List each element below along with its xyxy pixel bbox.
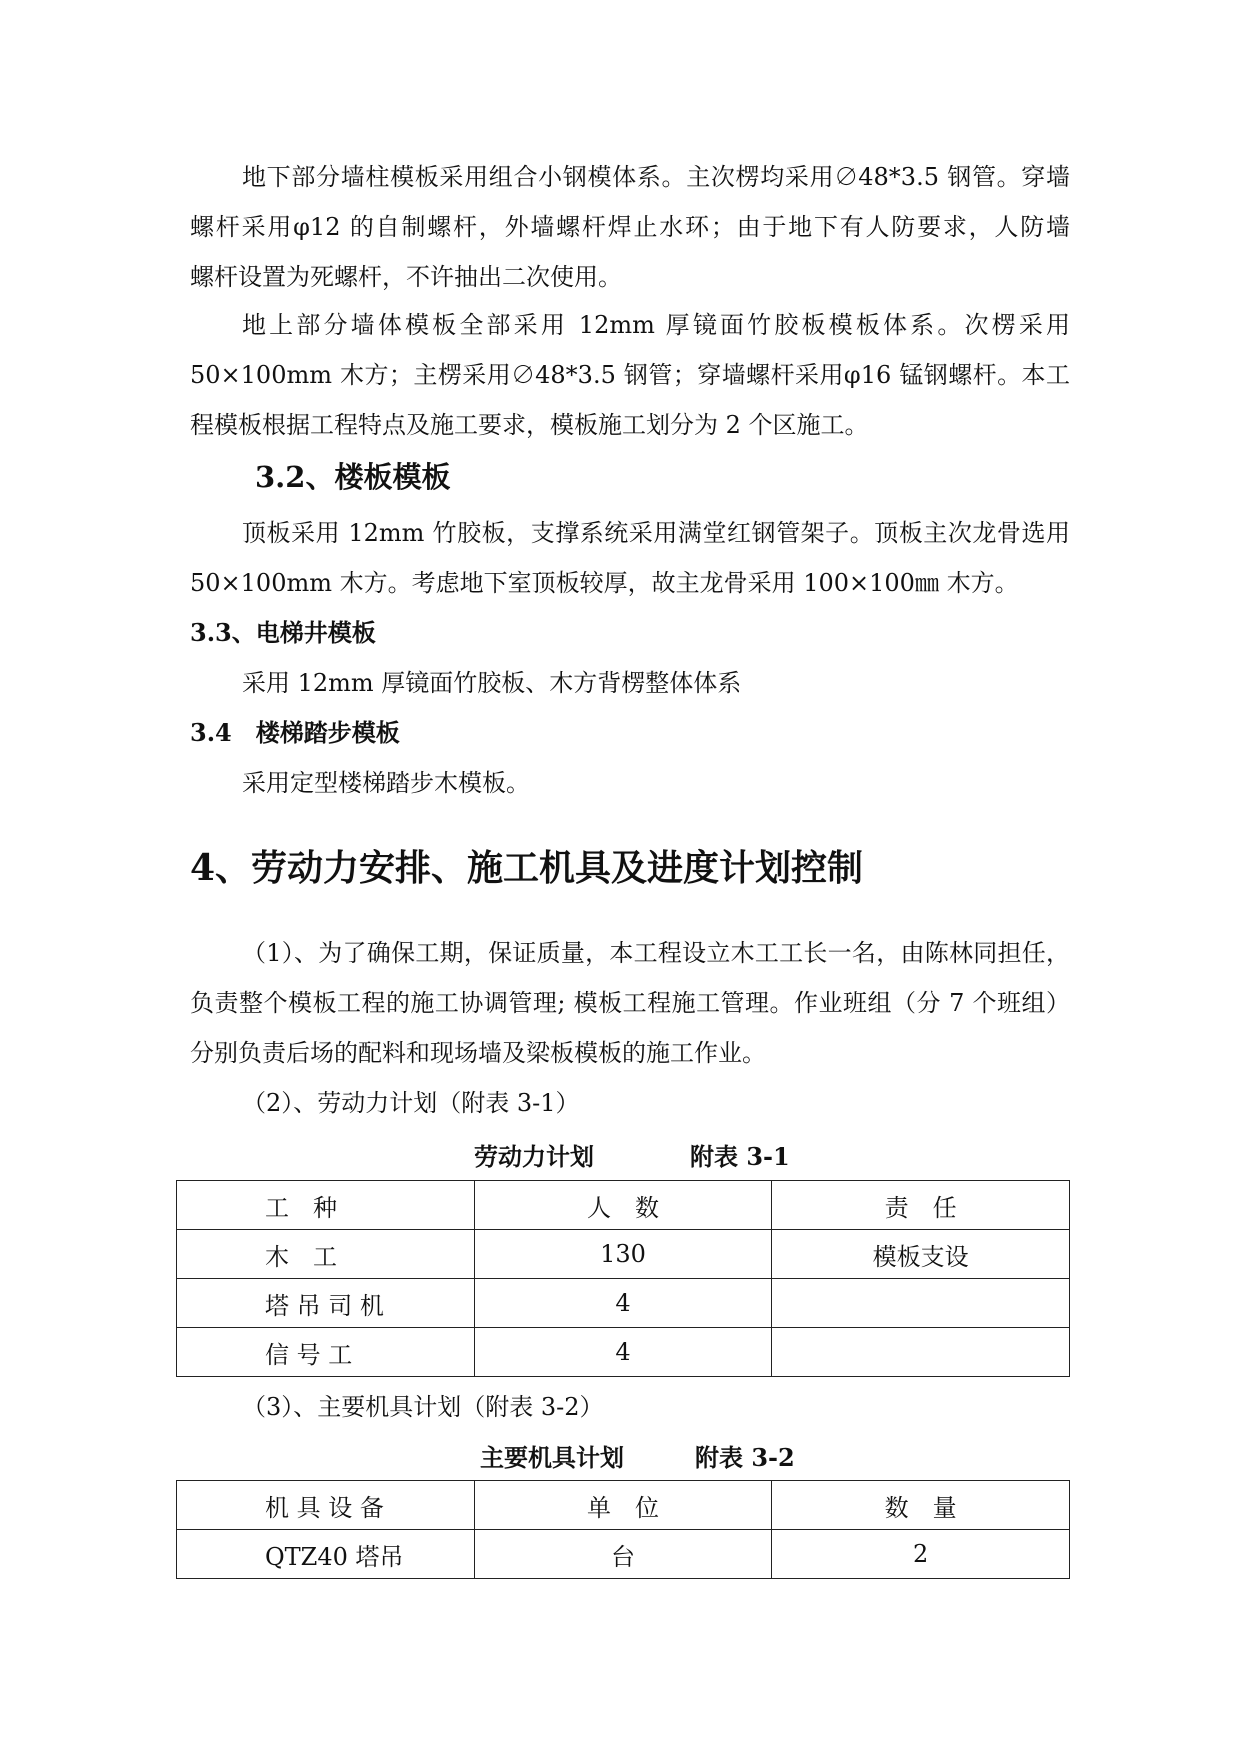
table-cell: 4: [474, 1279, 772, 1328]
section-3-4-text: 采用定型楼梯踏步木模板。: [242, 769, 530, 797]
table-cell: 木 工: [177, 1230, 475, 1279]
machine-plan-intro: （3）、主要机具计划（附表 3-2）: [242, 1393, 604, 1421]
table-header-row: [177, 1481, 1070, 1530]
table-row: [177, 1530, 1070, 1579]
table-header-cell: 机 具 设 备: [177, 1481, 475, 1530]
section-3-2-heading: 3.2、楼板模板: [255, 460, 451, 494]
table-header-cell: 单 位: [474, 1481, 772, 1530]
paragraph-above-line3: 程模板根据工程特点及施工要求，模板施工划分为 2 个区施工。: [190, 411, 869, 439]
labor-table: [176, 1180, 1070, 1377]
paragraph-labor-line1: （1）、为了确保工期，保证质量，本工程设立木工工长一名，由陈林同担任，: [242, 939, 1070, 967]
paragraph-underground-line3: 螺杆设置为死螺杆，不许抽出二次使用。: [190, 263, 622, 291]
table-header-cell: 人 数: [474, 1181, 772, 1230]
labor-table-caption-number: 附表 3-1: [690, 1142, 790, 1171]
table-cell: 4: [474, 1328, 772, 1377]
table-row: [177, 1328, 1070, 1377]
section-4-heading: 4、劳动力安排、施工机具及进度计划控制: [190, 847, 864, 889]
table-header-cell: 责 任: [772, 1181, 1070, 1230]
paragraph-underground-line1: 地下部分墙柱模板采用组合小钢模体系。主次楞均采用∅48*3.5 钢管。穿墙: [242, 163, 1070, 191]
paragraph-slab-line1: 顶板采用 12mm 竹胶板，支撑系统采用满堂红钢管架子。顶板主次龙骨选用: [242, 519, 1070, 547]
table-cell: 2: [772, 1530, 1070, 1579]
machine-table-caption-title: 主要机具计划: [480, 1443, 624, 1472]
section-3-3-text: 采用 12mm 厚镜面竹胶板、木方背楞整体体系: [242, 669, 742, 697]
machine-table-caption-number: 附表 3-2: [695, 1443, 795, 1472]
labor-table-caption-title: 劳动力计划: [474, 1142, 594, 1171]
table-cell: 模板支设: [772, 1230, 1070, 1279]
table-row: [177, 1230, 1070, 1279]
table-cell: 信 号 工: [177, 1328, 475, 1377]
table-header-cell: 数 量: [772, 1481, 1070, 1530]
paragraph-above-line1: 地上部分墙体模板全部采用 12mm 厚镜面竹胶板模板体系。次楞采用: [242, 311, 1070, 339]
table-cell: [772, 1279, 1070, 1328]
table-cell: [772, 1328, 1070, 1377]
section-3-4-heading: 3.4 楼梯踏步模板: [190, 718, 400, 747]
table-cell: 130: [474, 1230, 772, 1279]
section-3-3-heading: 3.3、电梯井模板: [190, 618, 376, 647]
paragraph-underground-line2: 螺杆采用φ12 的自制螺杆，外墙螺杆焊止水环；由于地下有人防要求，人防墙: [190, 213, 1070, 241]
paragraph-labor-line2: 负责整个模板工程的施工协调管理; 模板工程施工管理。作业班组（分 7 个班组）: [190, 989, 1070, 1017]
paragraph-slab-line2: 50×100mm 木方。考虑地下室顶板较厚，故主龙骨采用 100×100㎜ 木方。: [190, 569, 1019, 597]
table-cell: 台: [474, 1530, 772, 1579]
table-header-row: [177, 1181, 1070, 1230]
machine-table: [176, 1480, 1070, 1579]
table-row: [177, 1279, 1070, 1328]
table-cell: 塔 吊 司 机: [177, 1279, 475, 1328]
paragraph-above-line2: 50×100mm 木方；主楞采用∅48*3.5 钢管；穿墙螺杆采用φ16 锰钢螺杆。本工: [190, 361, 1070, 389]
table-header-cell: 工 种: [177, 1181, 475, 1230]
table-cell: QTZ40 塔吊: [177, 1530, 475, 1579]
paragraph-labor-line3: 分别负责后场的配料和现场墙及梁板模板的施工作业。: [190, 1039, 766, 1067]
labor-plan-intro: （2）、劳动力计划（附表 3-1）: [242, 1089, 580, 1117]
